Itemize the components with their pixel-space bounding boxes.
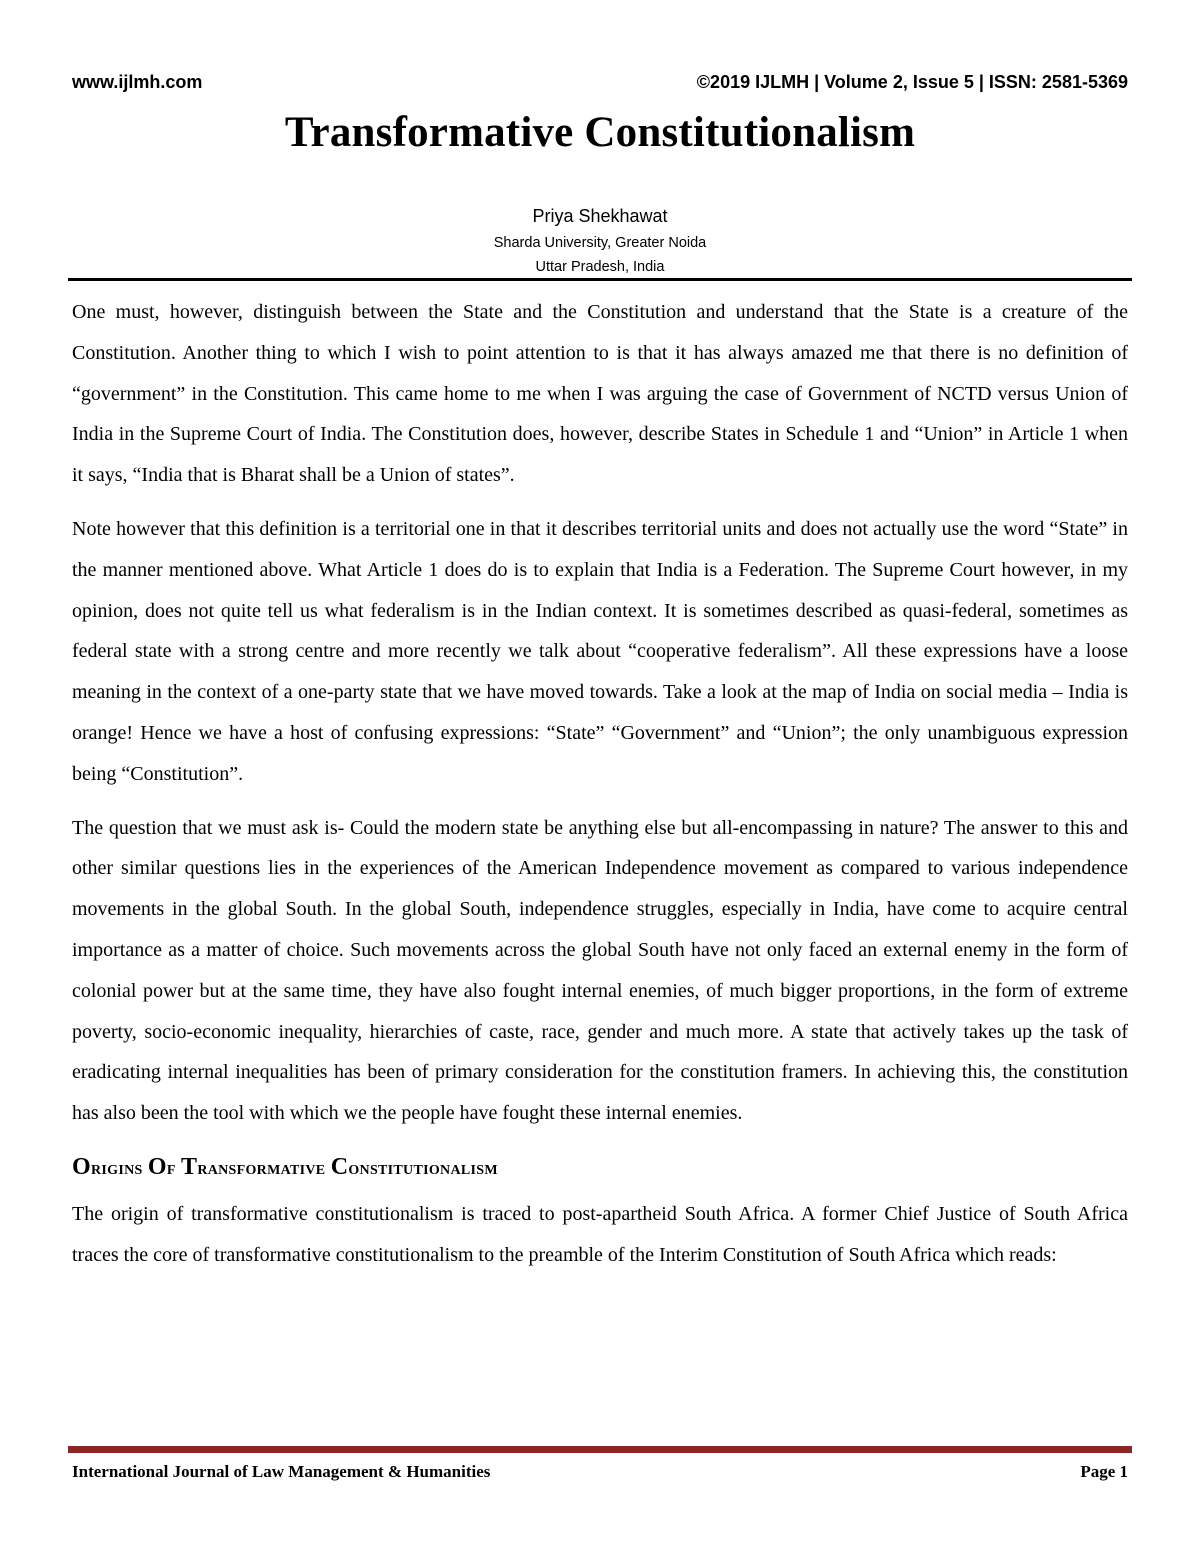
author-name: Priya Shekhawat <box>532 206 668 226</box>
heading-initial: O <box>147 1153 167 1180</box>
footer-divider <box>68 1446 1132 1453</box>
page-number: Page 1 <box>1080 1462 1128 1481</box>
journal-name: International Journal of Law Management & Humanities <box>72 1462 491 1481</box>
heading-word: f <box>166 1156 181 1179</box>
running-header <box>72 72 1128 98</box>
body-paragraph: The question that we must ask is- Could the modern state be anything else but all-encompassing in nature? The answer to this and other similar questions lies in the experiences of the American Independence movement as compared to various independence movements in the global South. In the global South, independence struggles, especially in India, have come to acquire central importance as a matter of choice. Such movements across the global South have not only faced an external enemy in the form of colonial power but at the same time, they have also fought internal enemies, of much bigger proportions, in the form of extreme poverty, socio-economic inequality, hierarchies of caste, race, gender and much more. A state that actively takes up the task of eradicating internal inequalities has been of primary consideration for the constitution framers. In achieving this, the constitution has also been the tool with which we the people have fought these internal enemies. <box>72 816 1128 1125</box>
journal-info: ©2019 IJLMH | Volume 2, Issue 5 | ISSN: 2581-5369 <box>696 72 1128 92</box>
heading-word: onstitutionalism <box>348 1156 498 1179</box>
heading-word: ransformative <box>197 1156 331 1179</box>
heading-initial: C <box>330 1153 349 1180</box>
running-footer <box>72 1462 1128 1486</box>
body-paragraph: Note however that this definition is a territorial one in that it describes territorial units and does not actually use the word “State” in the manner mentioned above. What Article 1 does do is to explain that India is a Federation. The Supreme Court however, in my opinion, does not quite tell us what federalism is in the Indian context. It is sometimes described as quasi-federal, sometimes as federal state with a strong centre and more recently we talk about “cooperative federalism”. All these expressions have a loose meaning in the context of a one-party state that we have moved towards. Take a look at the map of India on social media – India is orange! Hence we have a host of confusing expressions: “State” “Government” and “Union”; the only unambiguous expression being “Constitution”. <box>72 517 1128 785</box>
affiliation-line-2: Uttar Pradesh, India <box>535 259 665 275</box>
heading-initial: O <box>72 1153 91 1180</box>
heading-word: rigins <box>90 1156 148 1179</box>
header-divider <box>68 278 1132 281</box>
section-heading <box>72 1147 1128 1188</box>
article-body <box>72 292 1128 1289</box>
website-link[interactable]: www.ijlmh.com <box>72 72 203 92</box>
affiliation-line-1: Sharda University, Greater Noida <box>493 235 707 251</box>
heading-initial: T <box>181 1153 198 1180</box>
article-title: Transformative Constitutionalism <box>284 109 916 156</box>
section-paragraph: The origin of transformative constitutionalism is traced to post-apartheid South Africa. A former Chief Justice of South Africa traces the core of transformative constitutionalism to the preamble of the Interim Constitution of South Africa which reads: <box>72 1202 1128 1266</box>
body-paragraph: One must, however, distinguish between the State and the Constitution and understand that the State is a creature of the Constitution. Another thing to which I wish to point attention to is that it has always amazed me that there is no definition of “government” in the Constitution. This came home to me when I was arguing the case of Government of NCTD versus Union of India in the Supreme Court of India. The Constitution does, however, describe States in Schedule 1 and “Union” in Article 1 when it says, “India that is Bharat shall be a Union of states”. <box>72 301 1128 487</box>
